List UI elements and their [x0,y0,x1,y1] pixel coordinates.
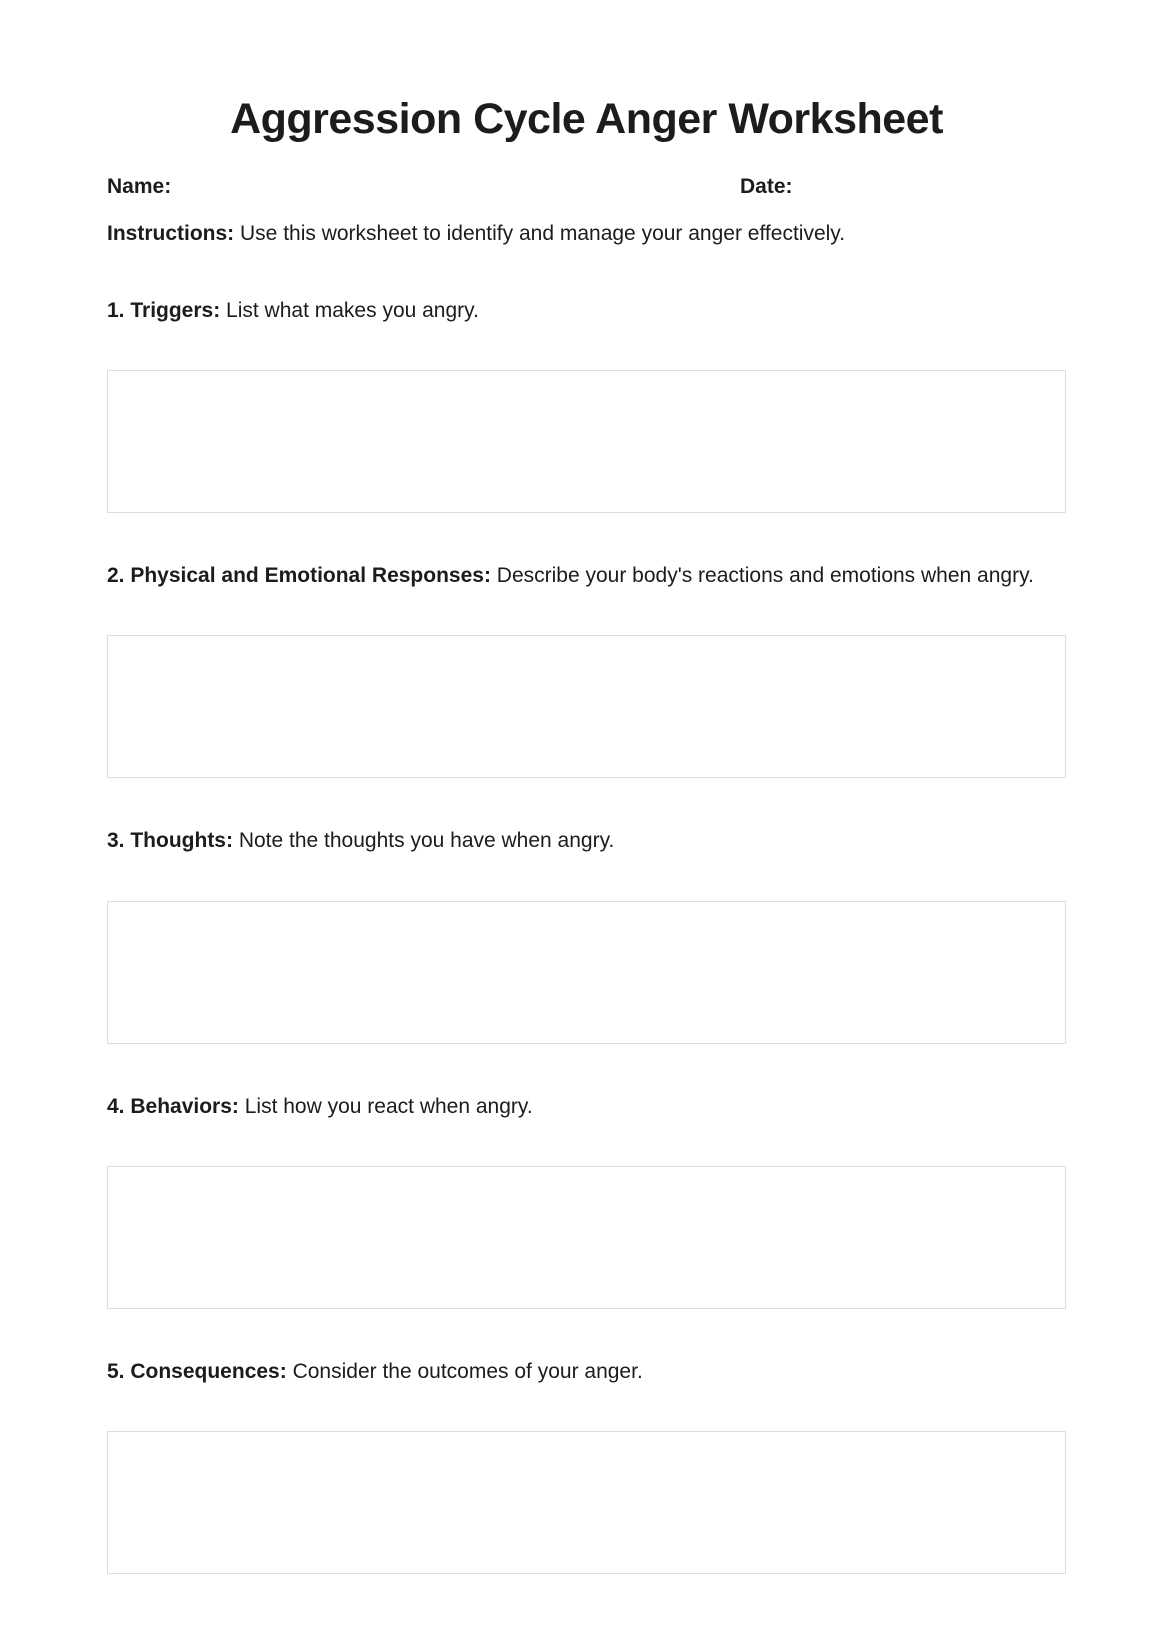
section-thoughts [107,828,1066,1043]
section-prompt: Note the thoughts you have when angry. [238,829,615,853]
section-prompt: Describe your body's reactions and emotions when angry. [496,564,1034,588]
date-field [740,174,953,199]
instructions [107,220,1066,248]
behaviors-answer-box[interactable] [107,1166,1066,1309]
section-label: 4. Behaviors: [107,1094,239,1118]
meta-row [107,174,1066,199]
physical-emotional-answer-box[interactable] [107,635,1066,778]
section-behaviors [107,1094,1066,1309]
date-label: Date: [740,175,793,199]
instructions-text: Use this worksheet to identify and manage your anger effectively. [240,221,846,245]
date-input[interactable] [793,174,953,199]
section-label: 5. Consequences: [107,1359,287,1383]
section-prompt: Consider the outcomes of your anger. [292,1359,643,1383]
section-label: 2. Physical and Emotional Responses: [107,564,491,588]
section-heading [107,1359,1066,1385]
section-heading [107,298,1066,324]
section-label: 1. Triggers: [107,298,221,322]
section-physical-emotional-responses [107,563,1066,778]
section-label: 3. Thoughts: [107,829,233,853]
name-field [107,174,740,199]
section-triggers [107,298,1066,513]
thoughts-answer-box[interactable] [107,901,1066,1044]
section-heading [107,1094,1066,1120]
section-heading [107,563,1066,589]
section-consequences [107,1359,1066,1574]
name-input[interactable] [171,174,331,199]
section-heading [107,828,1066,854]
section-prompt: List how you react when angry. [244,1094,533,1118]
page-title: Aggression Cycle Anger Worksheet [230,95,943,143]
consequences-answer-box[interactable] [107,1431,1066,1574]
section-prompt: List what makes you angry. [226,298,479,322]
name-label: Name: [107,175,172,199]
triggers-answer-box[interactable] [107,370,1066,513]
instructions-label: Instructions: [107,221,235,245]
